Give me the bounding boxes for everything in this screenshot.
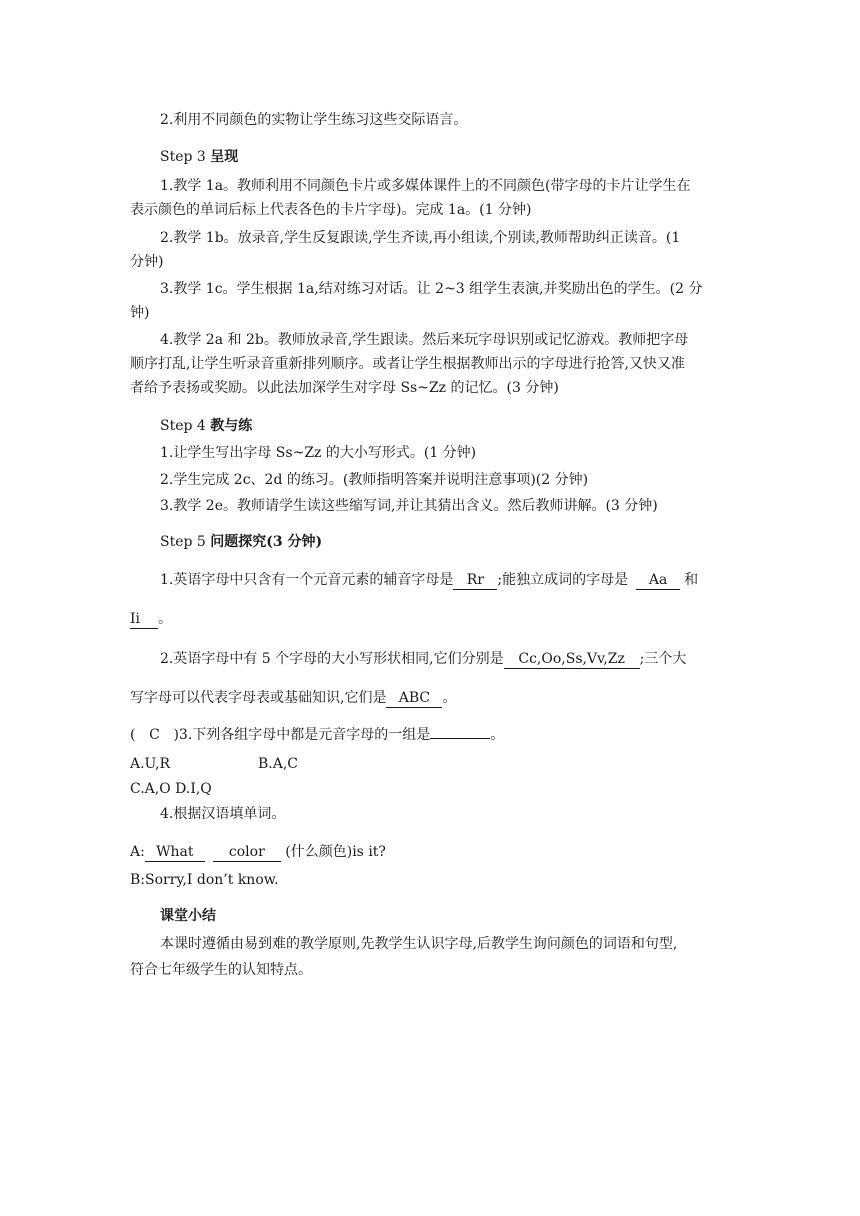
question-3-option-b: B.A,C bbox=[258, 756, 299, 772]
question-4-hint: (什么颜色)is it? bbox=[280, 844, 386, 860]
step3-item-3-line2: 钟) bbox=[130, 305, 150, 321]
step5-label: Step 5 bbox=[160, 534, 206, 550]
step4-title: 教与练 bbox=[210, 418, 253, 434]
step3-title: 呈现 bbox=[210, 149, 239, 165]
answer-blank-what: What bbox=[145, 844, 205, 862]
question-1-line1 bbox=[160, 571, 698, 590]
step3-item-1-line2: 表示颜色的单词后标上代表各色的卡片字母)。完成 1a。(1 分钟) bbox=[130, 202, 532, 218]
summary-line2: 符合七年级学生的认知特点。 bbox=[130, 962, 312, 978]
question-2-text-a: 2.英语字母中有 5 个字母的大小写形状相同,它们分别是 bbox=[160, 651, 504, 667]
question-4-dialogue-a bbox=[130, 843, 386, 862]
question-2-line1 bbox=[160, 650, 686, 669]
step3-label: Step 3 bbox=[160, 149, 206, 165]
step2-item-2: 2.利用不同颜色的实物让学生练习这些交际语言。 bbox=[160, 112, 468, 128]
question-3-text: )3.下列各组字母中都是元音字母的一组是 bbox=[173, 727, 431, 743]
answer-blank-color: color bbox=[213, 844, 281, 862]
step3-item-3-line1: 3.教学 1c。学生根据 1a,结对练习对话。让 2~3 组学生表演,并奖励出色的学生。(2 分 bbox=[160, 281, 703, 297]
answer-blank-rr: Rr bbox=[453, 572, 497, 590]
question-3-blank bbox=[430, 738, 490, 739]
question-4-dialogue-b: B:Sorry,I don’t know. bbox=[130, 872, 279, 888]
question-4: 4.根据汉语填单词。 bbox=[160, 806, 286, 822]
step5-heading bbox=[160, 533, 322, 551]
step4-label: Step 4 bbox=[160, 418, 206, 434]
question-2-text-d: 。 bbox=[442, 690, 457, 706]
question-3-options-cd: C.A,O D.I,Q bbox=[130, 781, 212, 797]
step3-item-1-line1: 1.教学 1a。教师利用不同颜色卡片或多媒体课件上的不同颜色(带字母的卡片让学生在 bbox=[160, 178, 691, 194]
answer-blank-abc: ABC bbox=[386, 690, 442, 708]
step3-item-4-line2: 顺序打乱,让学生听录音重新排列顺序。或者让学生根据教师出示的字母进行抢答,又快又准 bbox=[130, 356, 685, 372]
question-3 bbox=[130, 726, 504, 744]
question-1-text-c: 和 bbox=[684, 572, 699, 588]
step3-item-4-line1: 4.教学 2a 和 2b。教师放录音,学生跟读。然后来玩字母识别或记忆游戏。教师把字母 bbox=[160, 332, 689, 348]
step3-item-2-line2: 分钟) bbox=[130, 254, 164, 270]
question-2-text-b: ;三个大 bbox=[639, 651, 687, 667]
answer-blank-same-shape-letters: Cc,Oo,Ss,Vv,Zz bbox=[504, 651, 640, 669]
question-1-text-b: ;能独立成词的字母是 bbox=[497, 572, 629, 588]
question-1-text-d: 。 bbox=[158, 611, 172, 627]
question-3-option-a: A.U,R bbox=[130, 756, 171, 772]
step4-item-2: 2.学生完成 2c、2d 的练习。(教师指明答案并说明注意事项)(2 分钟) bbox=[160, 472, 589, 488]
question-3-choice: C bbox=[149, 727, 160, 743]
step5-title: 问题探究(3 分钟) bbox=[210, 534, 323, 550]
question-2-text-c: 写字母可以代表字母表或基础知识,它们是 bbox=[130, 690, 387, 706]
step4-item-3: 3.教学 2e。教师请学生读这些缩写词,并让其猜出含义。然后教师讲解。(3 分钟) bbox=[160, 498, 658, 514]
summary-heading: 课堂小结 bbox=[160, 908, 216, 924]
step3-heading bbox=[160, 148, 238, 166]
question-1-line2 bbox=[130, 610, 172, 629]
step3-item-2-line1: 2.教学 1b。放录音,学生反复跟读,学生齐读,再小组读,个别读,教师帮助纠正读音。(1 bbox=[160, 230, 681, 246]
step4-item-1: 1.让学生写出字母 Ss~Zz 的大小写形式。(1 分钟) bbox=[160, 445, 477, 461]
step3-item-4-line3: 者给予表扬或奖励。以此法加深学生对字母 Ss~Zz 的记忆。(3 分钟) bbox=[130, 380, 559, 396]
answer-blank-ii: Ii bbox=[130, 611, 158, 629]
step4-heading bbox=[160, 417, 252, 435]
question-2-line2 bbox=[130, 689, 456, 708]
summary-line1: 本课时遵循由易到难的教学原则,先教学生认识字母,后教学生询问颜色的词语和句型, bbox=[160, 936, 678, 952]
answer-blank-aa: Aa bbox=[636, 572, 680, 590]
question-3-end: 。 bbox=[490, 727, 505, 743]
question-1-text-a: 1.英语字母中只含有一个元音元素的辅音字母是 bbox=[160, 572, 454, 588]
speaker-a: A: bbox=[130, 844, 145, 860]
question-3-open-paren: ( bbox=[130, 727, 136, 743]
